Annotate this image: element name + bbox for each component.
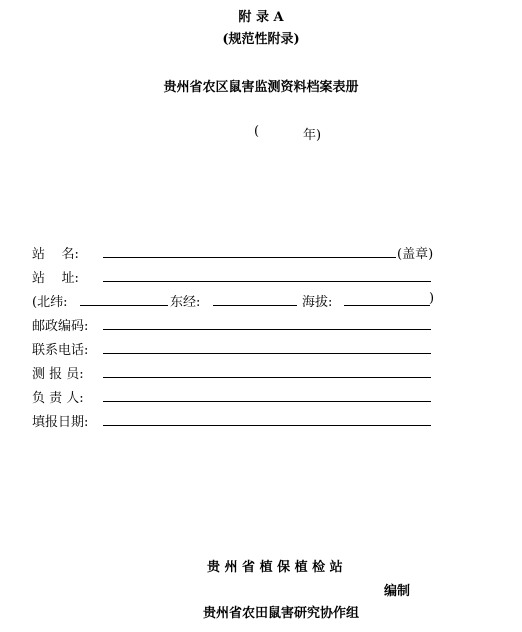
station-name-line [103,257,396,258]
compiled-label: 编制 [384,584,411,599]
reporter-line [103,377,431,378]
org-plant-protection: 贵 州 省 植 保 植 检 站 [207,560,343,575]
org-rodent-research-group: 贵州省农田鼠害研究协作组 [203,606,360,621]
person-in-charge-line [103,401,431,402]
postal-code-line [103,329,431,330]
report-date-label: 填报日期: [32,415,89,430]
station-name-label: 站 名: [32,247,79,262]
person-in-charge-label: 负 责 人: [32,391,84,406]
longitude-label: 东经: [170,295,201,310]
normative-label: (规范性附录) [222,32,300,47]
postal-code-label: 邮政编码: [32,319,89,334]
altitude-close: ) [429,291,435,306]
latitude-label: (北纬: [32,295,68,310]
altitude-label: 海拔: [302,295,333,310]
longitude-line [213,305,297,306]
document-title: 贵州省农区鼠害监测资料档案表册 [163,80,359,95]
latitude-line [80,305,168,306]
appendix-label: 附 录 A [238,10,284,25]
year-close: 年) [303,128,322,143]
report-date-line [103,425,431,426]
station-address-line [103,281,431,282]
phone-line [103,353,431,354]
reporter-label: 测 报 员: [32,367,84,382]
year-open: ( [254,124,260,139]
stamp-label: (盖章) [397,247,434,262]
phone-label: 联系电话: [32,343,89,358]
altitude-line [344,305,430,306]
station-address-label: 站 址: [32,271,79,286]
